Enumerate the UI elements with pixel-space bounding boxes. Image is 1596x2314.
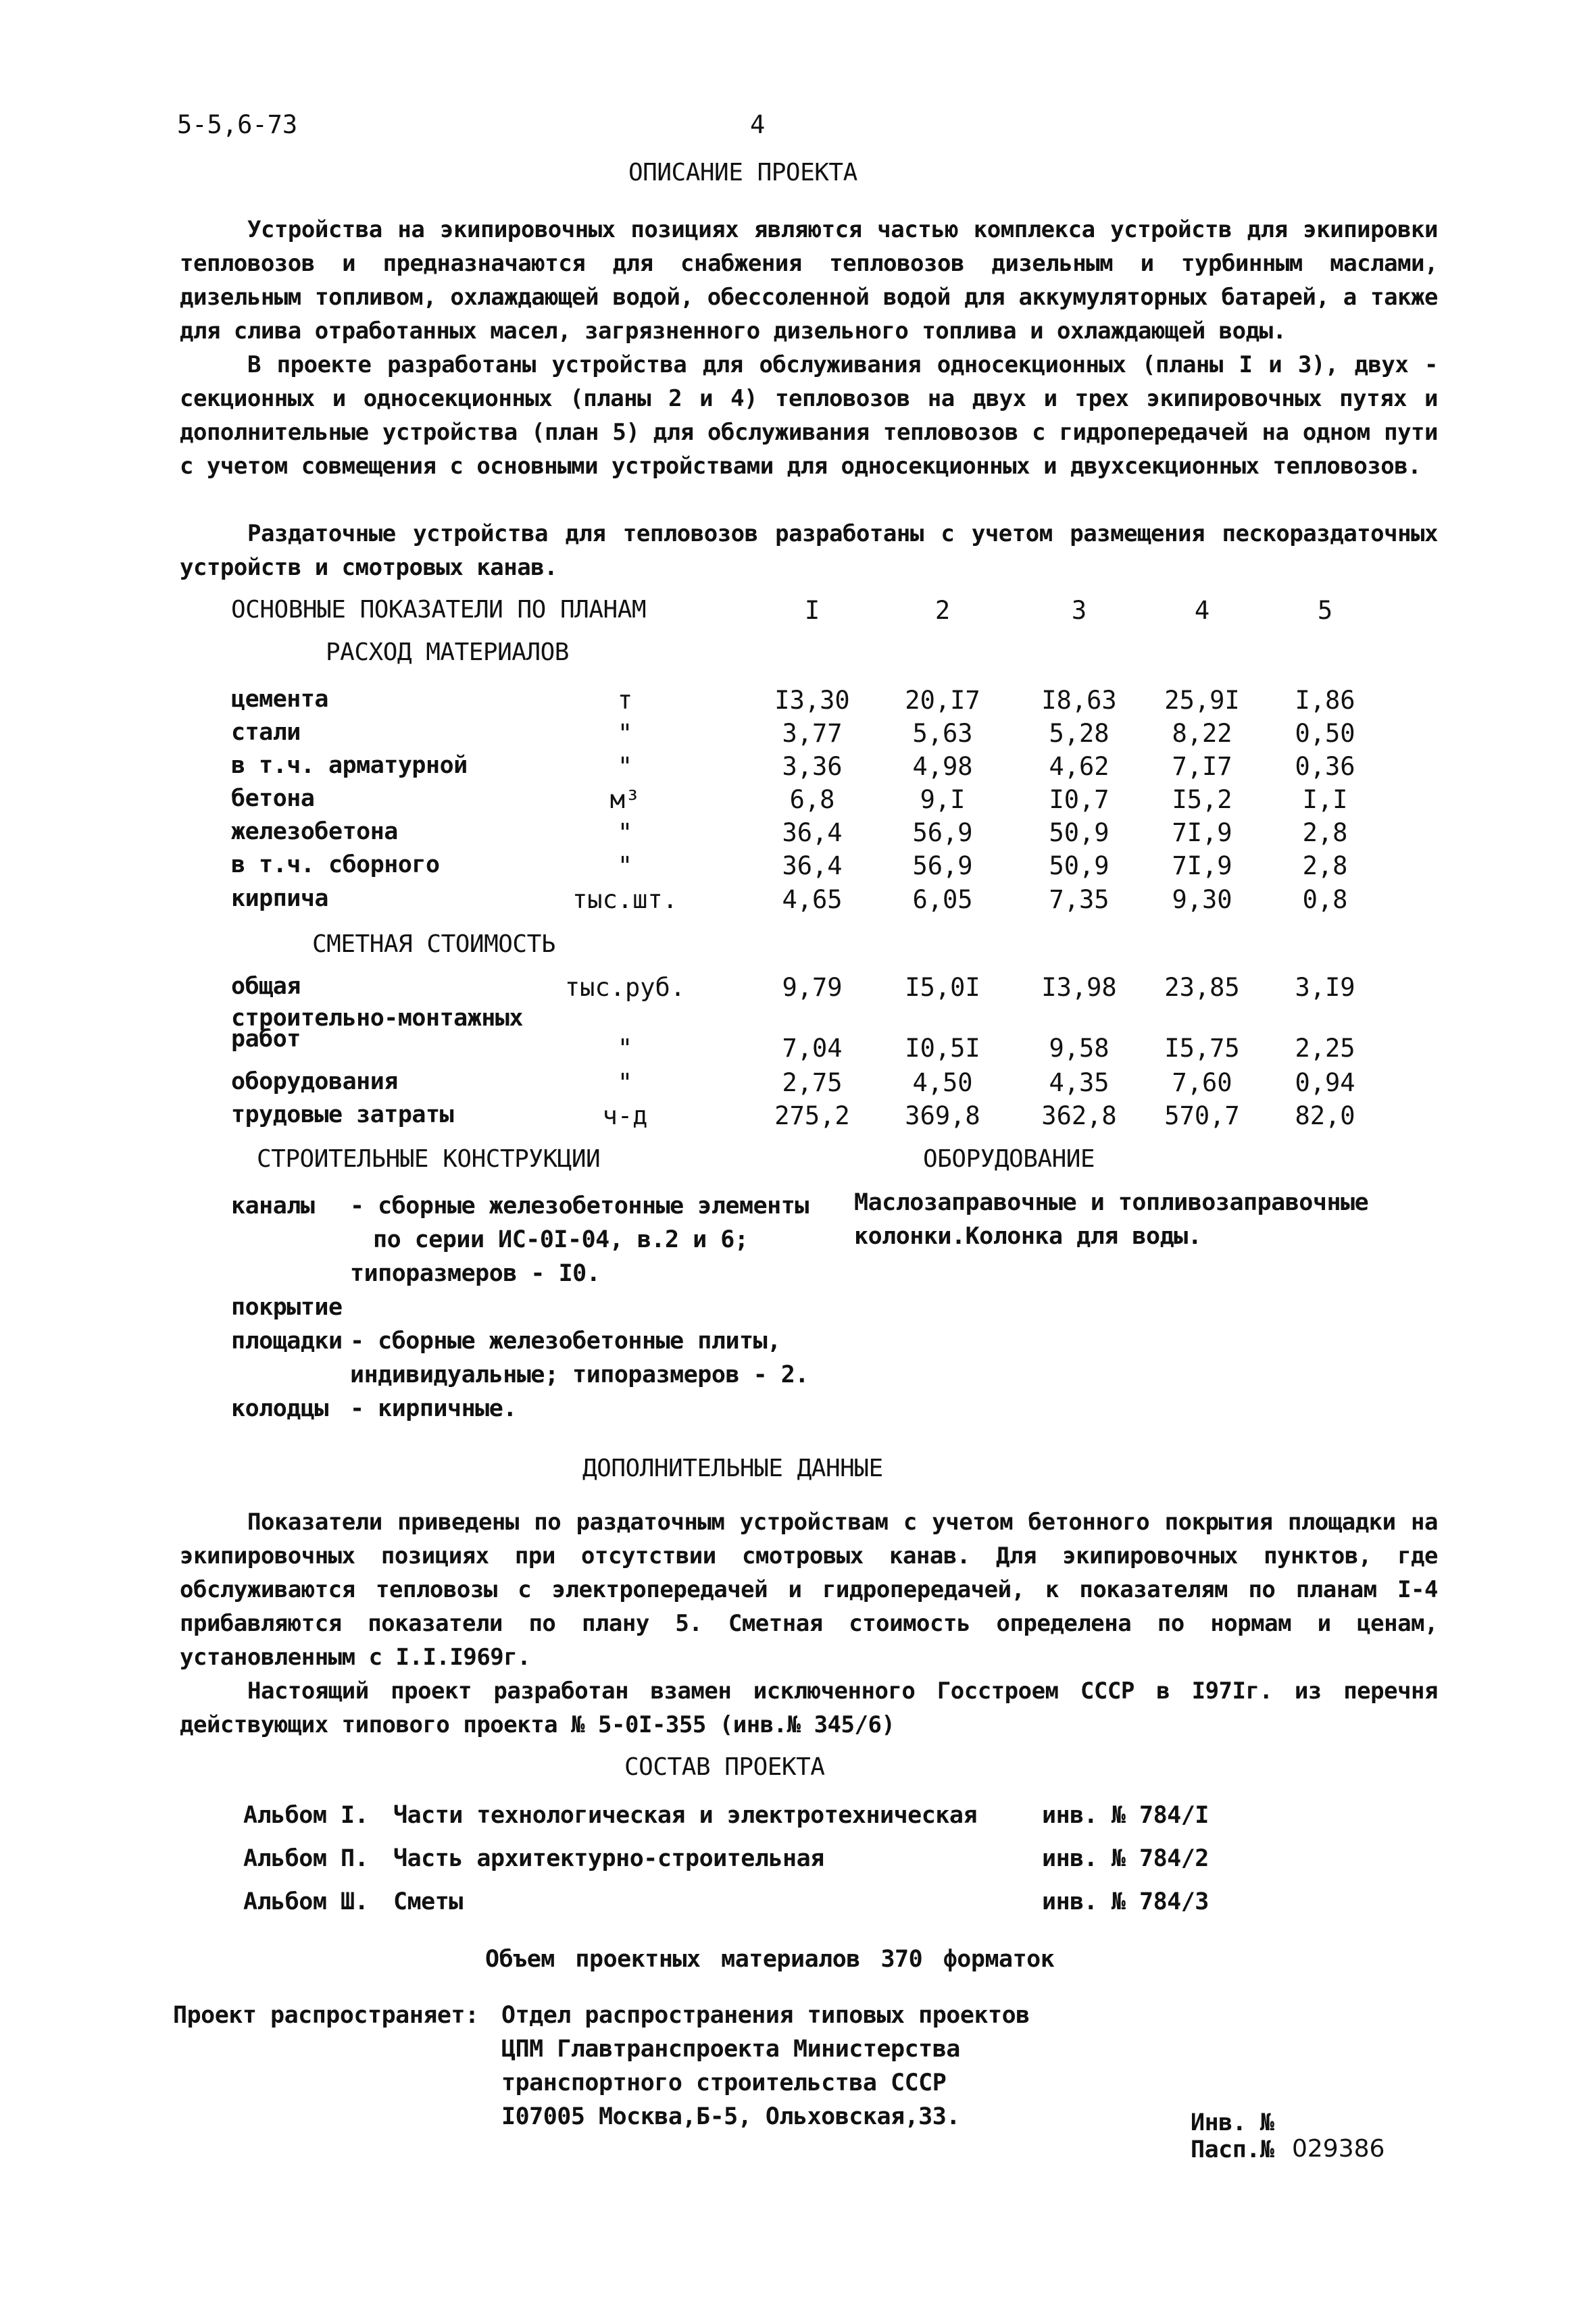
constructions-heading: СТРОИТЕЛЬНЫЕ КОНСТРУКЦИИ: [257, 1145, 601, 1173]
row-value-plan-3: 5,28: [1049, 719, 1109, 748]
equipment-line-1: Маслозаправочные и топливозаправочные: [854, 1189, 1369, 1216]
row-value-plan-5: I,I: [1302, 785, 1348, 814]
album-inventory: инв. № 784/3: [1042, 1888, 1209, 1915]
wells-line: - кирпичные.: [350, 1395, 517, 1422]
plan-header-4: 4: [1194, 596, 1210, 625]
row-unit: ": [617, 851, 633, 880]
page-title: ОПИСАНИЕ ПРОЕКТА: [628, 159, 857, 186]
row-value-plan-4: 9,30: [1172, 885, 1232, 914]
row-value-plan-5: 2,8: [1302, 818, 1348, 847]
row-value-plan-1: 6,8: [789, 785, 835, 814]
row-value-plan-1: 4,65: [782, 885, 843, 914]
row-value-plan-3: 50,9: [1049, 851, 1109, 880]
row-value-plan-4: 570,7: [1164, 1101, 1240, 1130]
row-value-plan-3: 4,35: [1049, 1068, 1109, 1097]
description-paragraph-1: Устройства на экипировочных позициях являются частью комплекса устройств для экипировки тепловозов и предназначаются для снабжения тепловозов дизельным и турбинным маслами, дизельным топливом, охлаждающей водой, обессоленной водой для аккумуляторных батарей, а также для слива отработанных масел, загрязненного дизельного топлива и охлаждающей воды.: [180, 216, 1438, 345]
album-number: Альбом I.: [243, 1802, 369, 1829]
row-value-plan-1: I3,30: [774, 686, 850, 715]
row-label: в т.ч. сборного: [231, 851, 440, 878]
row-label-line-2: работ: [231, 1026, 301, 1053]
composition-heading: СОСТАВ ПРОЕКТА: [624, 1753, 825, 1781]
distributor-line-3: транспортного строительства СССР: [501, 2069, 947, 2096]
row-value-plan-5: 3,I9: [1295, 973, 1355, 1002]
cover-line-1: - сборные железобетонные плиты,: [350, 1328, 781, 1355]
cost-heading: СМЕТНАЯ СТОИМОСТЬ: [312, 930, 555, 958]
album-number: Альбом П.: [243, 1845, 369, 1872]
cover-label-2: площадки: [231, 1328, 343, 1355]
row-value-plan-3: 9,58: [1049, 1034, 1109, 1063]
document-code: 5-5,6-73: [177, 110, 298, 139]
additional-heading: ДОПОЛНИТЕЛЬНЫЕ ДАННЫЕ: [582, 1455, 883, 1482]
row-unit: тыс.шт.: [572, 885, 678, 914]
row-unit: ": [617, 1034, 633, 1063]
row-value-plan-2: 20,I7: [905, 686, 980, 715]
plan-header-2: 2: [934, 596, 951, 625]
row-value-plan-5: 2,25: [1295, 1034, 1355, 1063]
row-value-plan-1: 275,2: [774, 1101, 850, 1130]
description-paragraph-2: В проекте разработаны устройства для обслуживания односекционных (планы I и 3), двух - секционных и односекционных (планы 2 и 4) тепловозов на двух и трех экипировочных путях и дополнительные устройства (план 5) для обслуживания тепловозов с гидропередачей на одном пути с учетом совмещения с основными устройствами для односекционных и двухсекционных тепловозов.: [180, 351, 1438, 480]
row-value-plan-5: 0,94: [1295, 1068, 1355, 1097]
row-value-plan-2: 369,8: [905, 1101, 980, 1130]
row-unit: тыс.руб.: [564, 973, 686, 1002]
row-value-plan-4: I5,75: [1164, 1034, 1240, 1063]
additional-paragraph-2: Настоящий проект разработан взамен исключенного Госстроем СССР в I97Iг. из перечня действующих типового проекта № 5-0I-355 (инв.№ 345/6): [180, 1678, 1438, 1738]
row-value-plan-5: 0,50: [1295, 719, 1355, 748]
row-value-plan-1: 3,36: [782, 752, 843, 781]
row-label: трудовые затраты: [231, 1101, 454, 1128]
album-number: Альбом Ш.: [243, 1888, 369, 1915]
row-unit: ": [617, 818, 633, 847]
row-value-plan-4: 25,9I: [1164, 686, 1240, 715]
row-value-plan-1: 36,4: [782, 818, 843, 847]
row-value-plan-5: 0,8: [1302, 885, 1348, 914]
row-value-plan-2: I5,0I: [905, 973, 980, 1002]
indicators-heading: ОСНОВНЫЕ ПОКАЗАТЕЛИ ПО ПЛАНАМ: [231, 596, 647, 624]
passport-number: 029386: [1292, 2135, 1385, 2163]
row-value-plan-3: 7,35: [1049, 885, 1109, 914]
wells-label: колодцы: [231, 1395, 329, 1422]
row-value-plan-3: 4,62: [1049, 752, 1109, 781]
row-value-plan-4: 8,22: [1172, 719, 1232, 748]
row-value-plan-2: I0,5I: [905, 1034, 980, 1063]
equipment-line-2: колонки.Колонка для воды.: [854, 1223, 1202, 1250]
row-label: бетона: [231, 785, 315, 812]
row-value-plan-2: 4,50: [912, 1068, 973, 1097]
row-unit: ": [617, 719, 633, 748]
canals-line-3: типоразмеров - I0.: [350, 1260, 601, 1287]
plan-header-5: 5: [1317, 596, 1333, 625]
row-value-plan-2: 9,I: [920, 785, 966, 814]
row-value-plan-2: 6,05: [912, 885, 973, 914]
plan-header-1: I: [804, 596, 820, 625]
inventory-label: Инв. №: [1191, 2109, 1274, 2136]
row-unit: т: [617, 686, 633, 715]
row-label: железобетона: [231, 818, 398, 845]
row-value-plan-4: 23,85: [1164, 973, 1240, 1002]
row-value-plan-3: I0,7: [1049, 785, 1109, 814]
distributor-line-1: Отдел распространения типовых проектов: [501, 2002, 1030, 2029]
row-value-plan-3: 362,8: [1041, 1101, 1117, 1130]
canals-line-1: - сборные железобетонные элементы: [350, 1192, 809, 1219]
row-label: цемента: [231, 686, 329, 713]
row-value-plan-4: I5,2: [1172, 785, 1232, 814]
row-value-plan-3: 50,9: [1049, 818, 1109, 847]
row-value-plan-5: 0,36: [1295, 752, 1355, 781]
row-value-plan-1: 7,04: [782, 1034, 843, 1063]
distributor-label: Проект распространяет:: [173, 2002, 479, 2029]
album-title: Сметы: [393, 1888, 463, 1915]
row-value-plan-1: 2,75: [782, 1068, 843, 1097]
row-value-plan-1: 9,79: [782, 973, 843, 1002]
volume-line: Объем проектных материалов 370 форматок: [485, 1946, 1055, 1973]
row-value-plan-4: 7,60: [1172, 1068, 1232, 1097]
canals-label: каналы: [231, 1192, 315, 1219]
canals-line-2: по серии ИС-0I-04, в.2 и 6;: [373, 1226, 749, 1253]
row-label: общая: [231, 973, 301, 1000]
page-number: 4: [750, 110, 766, 139]
row-value-plan-5: I,86: [1295, 686, 1355, 715]
additional-paragraph-1: Показатели приведены по раздаточным устройствам с учетом бетонного покрытия площадки на экипировочных позициях при отсутствии смотровых канав. Для экипировочных пунктов, где обслуживаются тепловозы с электропередачей и гидропередачей, к показателям по планам I-4 прибавляются показатели по плану 5. Сметная стоимость определена по нормам и ценам, установленным с I.I.I969г.: [180, 1509, 1438, 1671]
row-value-plan-5: 2,8: [1302, 851, 1348, 880]
row-label: в т.ч. арматурной: [231, 752, 468, 779]
row-value-plan-3: I8,63: [1041, 686, 1117, 715]
row-value-plan-2: 4,98: [912, 752, 973, 781]
description-paragraph-3: Раздаточные устройства для тепловозов разработаны с учетом размещения пескораздаточных устройств и смотровых канав.: [180, 520, 1438, 581]
row-label-line-1: строительно-монтажных: [231, 1005, 524, 1032]
row-unit: ": [617, 1068, 633, 1097]
row-value-plan-1: 3,77: [782, 719, 843, 748]
row-unit: м³: [609, 785, 641, 814]
row-label: кирпича: [231, 885, 329, 912]
row-value-plan-1: 36,4: [782, 851, 843, 880]
row-value-plan-4: 7I,9: [1172, 818, 1232, 847]
row-value-plan-2: 56,9: [912, 851, 973, 880]
row-unit: ч-д: [602, 1101, 648, 1130]
row-value-plan-2: 56,9: [912, 818, 973, 847]
album-inventory: инв. № 784/I: [1042, 1802, 1209, 1829]
row-value-plan-4: 7,I7: [1172, 752, 1232, 781]
plan-header-3: 3: [1071, 596, 1087, 625]
passport-label: Пасп.№: [1191, 2136, 1274, 2163]
album-title: Часть архитектурно-строительная: [393, 1845, 824, 1872]
distributor-line-2: ЦПМ Главтранспроекта Министерства: [501, 2036, 960, 2063]
materials-heading: РАСХОД МАТЕРИАЛОВ: [326, 638, 569, 666]
distributor-line-4: I07005 Москва,Б-5, Ольховская,33.: [501, 2103, 960, 2130]
row-value-plan-3: I3,98: [1041, 973, 1117, 1002]
equipment-heading: ОБОРУДОВАНИЕ: [923, 1145, 1095, 1173]
row-value-plan-5: 82,0: [1295, 1101, 1355, 1130]
row-label: оборудования: [231, 1068, 398, 1095]
row-value-plan-4: 7I,9: [1172, 851, 1232, 880]
album-title: Части технологическая и электротехническая: [393, 1802, 978, 1829]
album-inventory: инв. № 784/2: [1042, 1845, 1209, 1872]
cover-label-1: покрытие: [231, 1294, 343, 1321]
row-unit: ": [617, 752, 633, 781]
row-value-plan-2: 5,63: [912, 719, 973, 748]
cover-line-2: индивидуальные; типоразмеров - 2.: [350, 1361, 809, 1388]
row-label: стали: [231, 719, 301, 746]
